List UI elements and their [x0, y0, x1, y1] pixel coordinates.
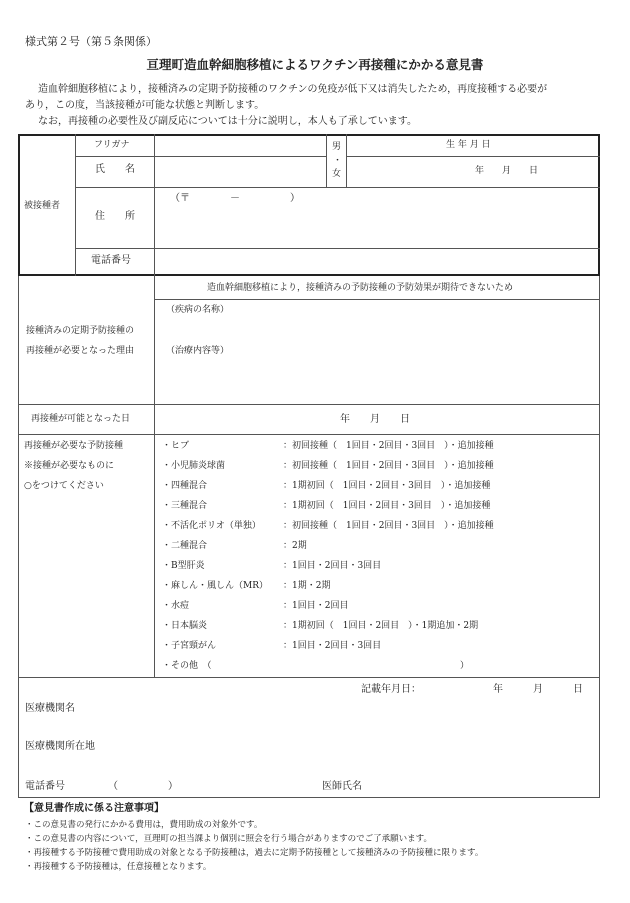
- sex-male[interactable]: 男: [332, 142, 342, 152]
- name-label: 氏 名: [95, 164, 135, 175]
- furigana-field[interactable]: [155, 135, 325, 155]
- disease-field[interactable]: [156, 320, 596, 342]
- furigana-label: フリガナ: [94, 140, 130, 150]
- disease-label: （疾病の名称）: [166, 305, 230, 315]
- phone-label: 電話番号: [91, 255, 131, 266]
- vaccine-detail[interactable]: ：1期・2期: [283, 581, 331, 591]
- vaccine-detail[interactable]: ：初回接種（ 1回目・2回目・3回目 ）・追加接種: [283, 441, 494, 451]
- vaccines-label-1: 再接種が必要な予防接種: [24, 441, 124, 451]
- vaccine-detail[interactable]: ：1期初回（ 1回目・2回目・3回目 ）・追加接種: [283, 501, 491, 511]
- vaccine-name[interactable]: ・水痘: [162, 601, 190, 611]
- vaccine-detail[interactable]: ：2期: [283, 541, 307, 551]
- institution-name-label: 医療機関名: [25, 703, 75, 714]
- address-label: 住 所: [95, 211, 135, 222]
- vaccine-detail[interactable]: ：1期初回（ 1回目・2回目・3回目 ）・追加接種: [283, 481, 491, 491]
- vaccine-name[interactable]: ・不活化ポリオ（単独）: [162, 521, 261, 531]
- doctor-name-field[interactable]: [380, 776, 590, 796]
- record-date-field[interactable]: 年 月 日: [493, 684, 583, 695]
- institution-address-label: 医療機関所在地: [25, 741, 95, 752]
- sex-female[interactable]: 女: [332, 169, 342, 179]
- vaccine-name[interactable]: ・その他 （: [162, 661, 212, 671]
- record-date-label: 記載年月日：: [361, 684, 421, 695]
- vaccines-label-2: ※接種が必要なものに: [24, 461, 115, 471]
- intro-line-3: なお，再接種の必要性及び副反応については十分に説明し，本人も了承しています。: [38, 116, 417, 127]
- phone-field[interactable]: [155, 249, 599, 274]
- note-item: ・再接種する予防接種は，任意接種となります。: [25, 862, 212, 872]
- reason-header: 造血幹細胞移植により，接種済みの予防接種の予防効果が期待できないため: [207, 283, 514, 293]
- vaccine-name[interactable]: ・二種混合: [162, 541, 208, 551]
- vaccine-detail[interactable]: ：初回接種（ 1回目・2回目・3回目 ）・追加接種: [283, 521, 494, 531]
- person-section-label: 被接種者: [24, 201, 61, 211]
- vaccine-detail[interactable]: ：1回目・2回目・3回目: [283, 561, 382, 571]
- notes-heading: 【意見書作成に係る注意事項】: [24, 803, 164, 814]
- possible-date-label: 再接種が可能となった日: [31, 414, 131, 424]
- vaccine-detail[interactable]: ）: [460, 661, 470, 671]
- birth-label: 生 年 月 日: [446, 140, 491, 150]
- vaccine-detail[interactable]: ：初回接種（ 1回目・2回目・3回目 ）・追加接種: [283, 461, 494, 471]
- vaccine-name[interactable]: ・四種混合: [162, 481, 208, 491]
- vaccine-name[interactable]: ・子宮頸がん: [162, 641, 217, 651]
- intro-line-1: 造血幹細胞移植により，接種済みの定期予防接種のワクチンの免疫が低下又は消失したため，再度接種する必要が: [38, 84, 548, 95]
- postal-code-field[interactable]: （〒 － ）: [170, 193, 300, 204]
- vaccine-name[interactable]: ・日本脳炎: [162, 621, 208, 631]
- vaccine-name[interactable]: ・三種混合: [162, 501, 208, 511]
- name-field[interactable]: [155, 157, 325, 186]
- sex-dot: ・: [333, 156, 343, 166]
- vaccine-detail[interactable]: ：1回目・2回目: [283, 601, 349, 611]
- vaccine-name[interactable]: ・ヒブ: [162, 441, 190, 451]
- note-item: ・再接種する予防接種で費用助成の対象となる予防接種は，過去に定期予防接種として接種済みの予防接種に限ります。: [25, 848, 484, 858]
- reason-label-1: 接種済みの定期予防接種の: [26, 326, 135, 336]
- doctor-phone-label: 電話番号: [25, 781, 65, 792]
- form-number: 様式第２号（第５条関係）: [25, 35, 157, 48]
- institution-name-field[interactable]: [120, 698, 590, 720]
- institution-address-field[interactable]: [120, 736, 590, 758]
- treatment-label: （治療内容等）: [166, 346, 230, 356]
- intro-line-2: あり，この度，当該接種が可能な状態と判断します。: [25, 100, 265, 111]
- doctor-phone-field[interactable]: （ ）: [108, 781, 178, 792]
- vaccine-name[interactable]: ・小児肺炎球菌: [162, 461, 226, 471]
- vaccine-detail[interactable]: ：1回目・2回目・3回目: [283, 641, 382, 651]
- possible-date-field[interactable]: 年 月 日: [340, 414, 410, 425]
- doctor-name-label: 医師氏名: [322, 781, 362, 792]
- note-item: ・この意見書の内容について，亘理町の担当課より個別に照会を行う場合がありますのでご了承願います。: [25, 834, 432, 844]
- vaccine-detail[interactable]: ：1期初回（ 1回目・2回目 ）・1期追加・2期: [283, 621, 479, 631]
- note-item: ・この意見書の発行にかかる費用は，費用助成の対象外です。: [25, 820, 263, 830]
- reason-label-2: 再接種が必要となった理由: [26, 346, 135, 356]
- vaccine-name[interactable]: ・麻しん・風しん（MR）: [162, 581, 268, 591]
- vaccine-name[interactable]: ・B型肝炎: [162, 561, 205, 571]
- vaccines-label-3: ○をつけてください: [24, 481, 104, 491]
- page-title: 亘理町造血幹細胞移植によるワクチン再接種にかかる意見書: [146, 57, 484, 72]
- treatment-field[interactable]: [156, 360, 596, 400]
- birth-field[interactable]: 年 月 日: [475, 166, 539, 176]
